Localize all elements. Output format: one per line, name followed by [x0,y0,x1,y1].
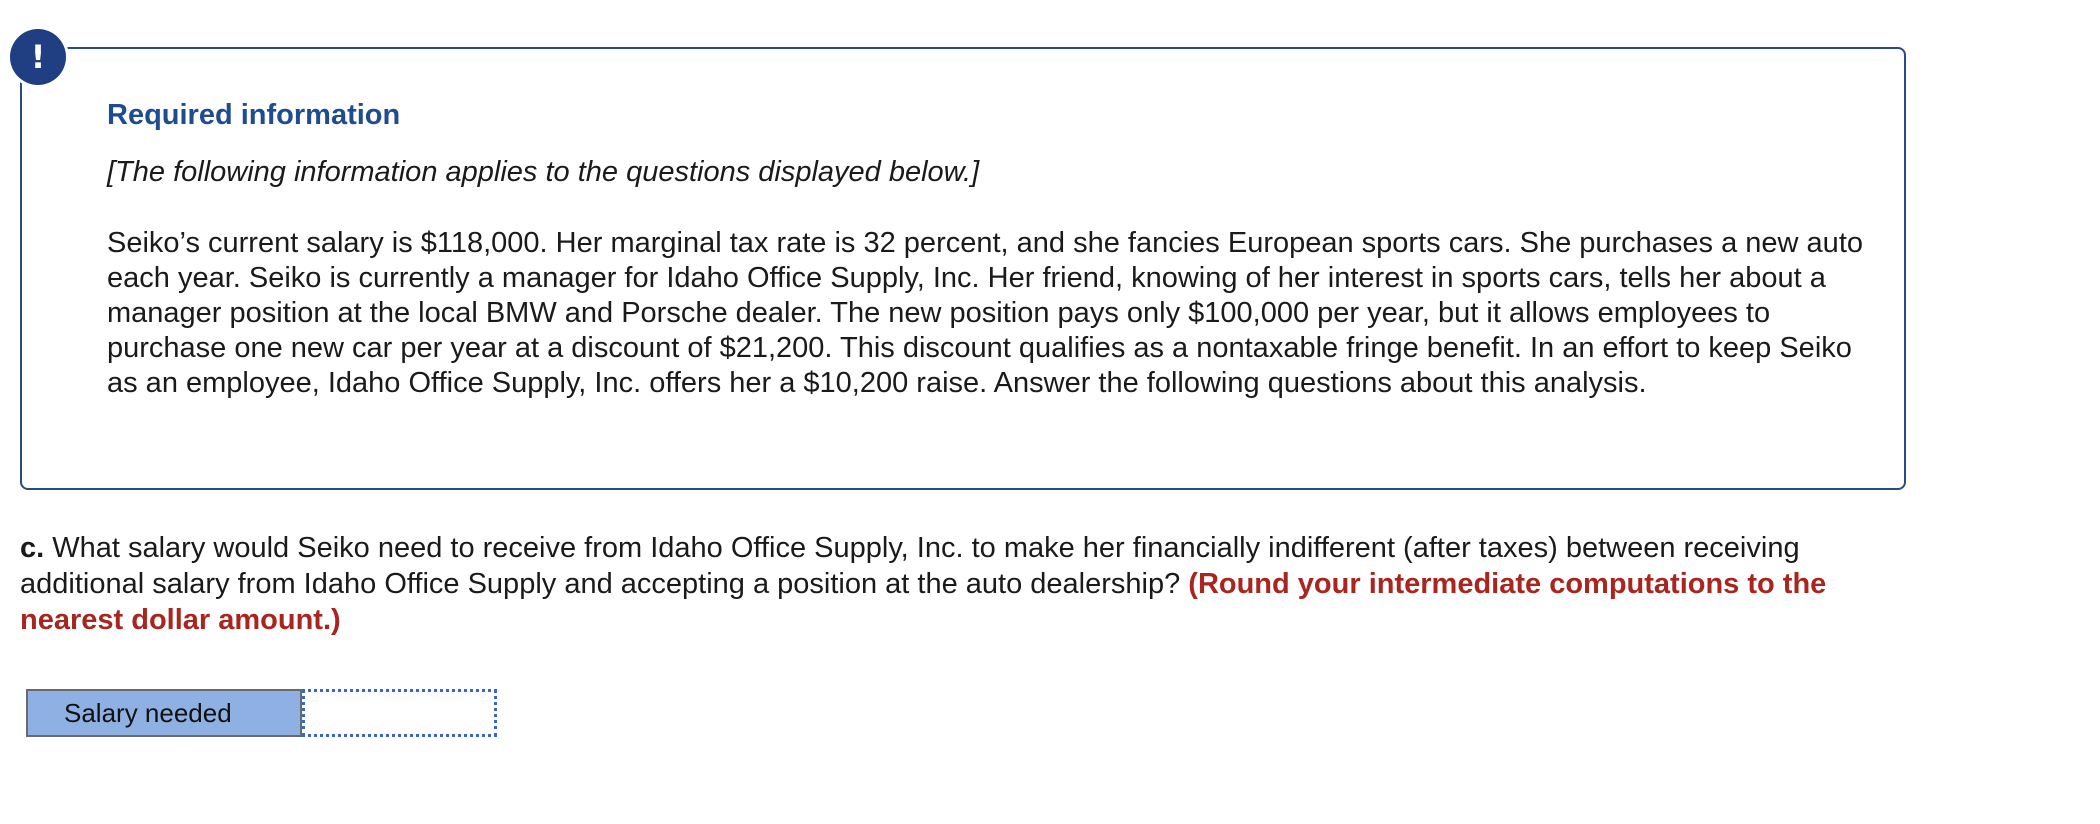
answer-row [26,689,497,737]
question-text [20,530,1860,638]
rounding-instruction: (Round your intermediate computations to the nearest dollar amount.) [20,568,1827,636]
question-body: What salary would Seiko need to receive from Idaho Office Supply, Inc. to make her financially indifferent (after taxes) between receiving additional salary from Idaho Office Supply and accepting a position at the auto dealership? [20,532,1800,600]
panel-title: Required information [107,99,401,131]
alert-icon: ! [10,29,66,85]
salary-needed-input[interactable] [302,689,497,737]
panel-note: [The following information applies to the questions displayed below.] [107,156,980,188]
required-information-panel [20,47,1906,490]
question-label: c. [20,532,45,564]
panel-body-text: Seiko’s current salary is $118,000. Her marginal tax rate is 32 percent, and she fancies European sports cars. She purchases a new auto each year. Seiko is currently a manager for Idaho Office Supply, Inc. Her friend, knowing of her interest in sports cars, tells her about a manager position at the local BMW and Porsche dealer. The new position pays only $100,000 per year, but it allows employees to purchase one new car per year at a discount of $21,200. This discount qualifies as a nontaxable fringe benefit. In an effort to keep Seiko as an employee, Idaho Office Supply, Inc. offers her a $10,200 raise. Answer the following questions about this analysis. [107,227,1864,399]
salary-needed-label: Salary needed [26,689,302,737]
